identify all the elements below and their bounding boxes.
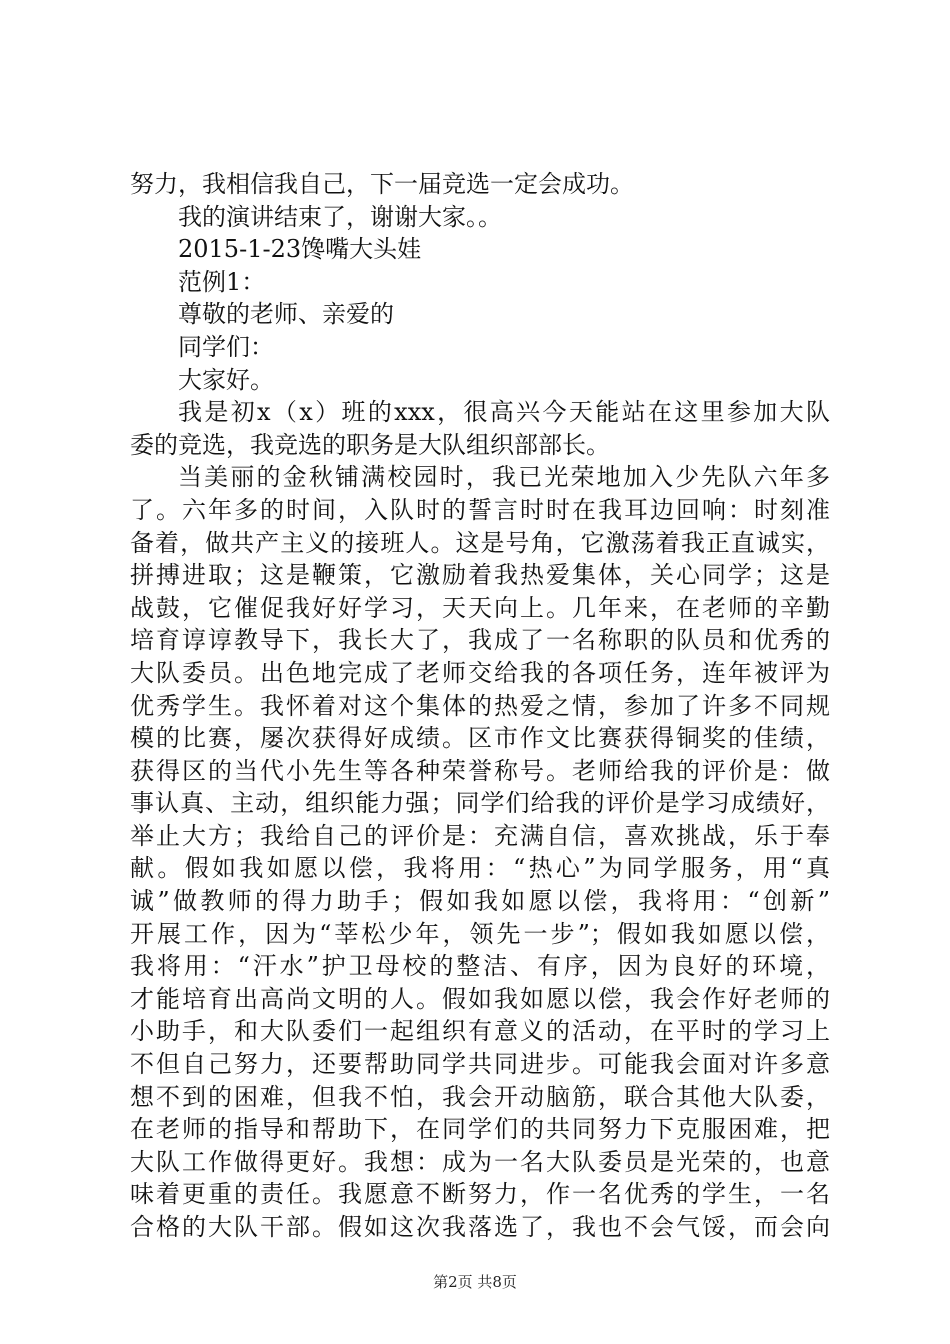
text-line: 当美丽的金秋铺满校园时，我已光荣地加入少先队六年多: [178, 463, 830, 492]
example-heading: 范例1：: [178, 267, 266, 296]
text-line: 我将用：“汗水”护卫母校的整洁、有序，因为良好的环境，: [130, 952, 830, 981]
text-line: 味着更重的责任。我愿意不断努力，作一名优秀的学生，一名: [130, 1180, 830, 1209]
text-line: 拼搏进取；这是鞭策，它激励着我热爱集体，关心同学；这是: [130, 561, 830, 590]
text-line: 献。假如我如愿以偿，我将用：“热心”为同学服务，用“真: [130, 854, 830, 883]
text-line: 努力，我相信我自己，下一届竞选一定会成功。: [130, 170, 634, 198]
text-line: 获得区的当代小先生等各种荣誉称号。老师给我的评价是：做: [130, 756, 830, 785]
text-line: 战鼓，它催促我好好学习，天天向上。几年来，在老师的辛勤: [130, 593, 830, 622]
text-line: 模的比赛，屡次获得好成绩。区市作文比赛获得铜奖的佳绩，: [130, 724, 830, 753]
text-line: 诚”做教师的得力助手；假如我如愿以偿，我将用：“创新”: [130, 887, 830, 916]
text-line: 培育谆谆教导下，我长大了，我成了一名称职的队员和优秀的: [130, 626, 830, 655]
text-line: 备着，做共产主义的接班人。这是号角，它激荡着我正直诚实，: [130, 528, 830, 557]
page-number-footer: 第2页 共8页: [433, 1273, 517, 1291]
text-line: 在老师的指导和帮助下，在同学们的共同努力下克服困难，把: [130, 1115, 830, 1144]
text-line: 优秀学生。我怀着对这个集体的热爱之情，参加了许多不同规: [130, 691, 830, 720]
text-line: 委的竞选，我竞选的职务是大队组织部部长。: [130, 430, 610, 459]
salutation-line: 同学们：: [178, 332, 274, 361]
text-line: 想不到的困难，但我不怕，我会开动脑筋，联合其他大队委，: [130, 1082, 830, 1111]
text-line: 不但自己努力，还要帮助同学共同进步。可能我会面对许多意: [130, 1050, 830, 1079]
document-body: [130, 168, 830, 1244]
salutation-line: 尊敬的老师、亲爱的: [178, 300, 394, 329]
greeting-line: 大家好。: [178, 365, 274, 394]
text-line: 举止大方；我给自己的评价是：充满自信，喜欢挑战，乐于奉: [130, 821, 830, 850]
text-line: 我的演讲结束了，谢谢大家。。: [178, 202, 502, 231]
text-line: 了。六年多的时间，入队时的誓言时时在我耳边回响：时刻准: [130, 495, 830, 524]
text-line: 开展工作，因为“莘松少年，领先一步”；假如我如愿以偿，: [130, 919, 830, 948]
text-line: 事认真、主动，组织能力强；同学们给我的评价是学习成绩好，: [130, 789, 830, 818]
text-line: 才能培育出高尚文明的人。假如我如愿以偿，我会作好老师的: [130, 984, 830, 1013]
date-signature-line: 2015-1-23馋嘴大头娃: [178, 235, 422, 264]
text-line: 我是初x（x）班的xxx，很高兴今天能站在这里参加大队: [178, 398, 830, 427]
text-line: 小助手，和大队委们一起组织有意义的活动，在平时的学习上: [130, 1017, 830, 1046]
text-line: 合格的大队干部。假如这次我落选了，我也不会气馁，而会向: [130, 1213, 830, 1241]
text-line: 大队委员。出色地完成了老师交给我的各项任务，连年被评为: [130, 658, 830, 687]
text-line: 大队工作做得更好。我想：成为一名大队委员是光荣的，也意: [130, 1147, 830, 1176]
